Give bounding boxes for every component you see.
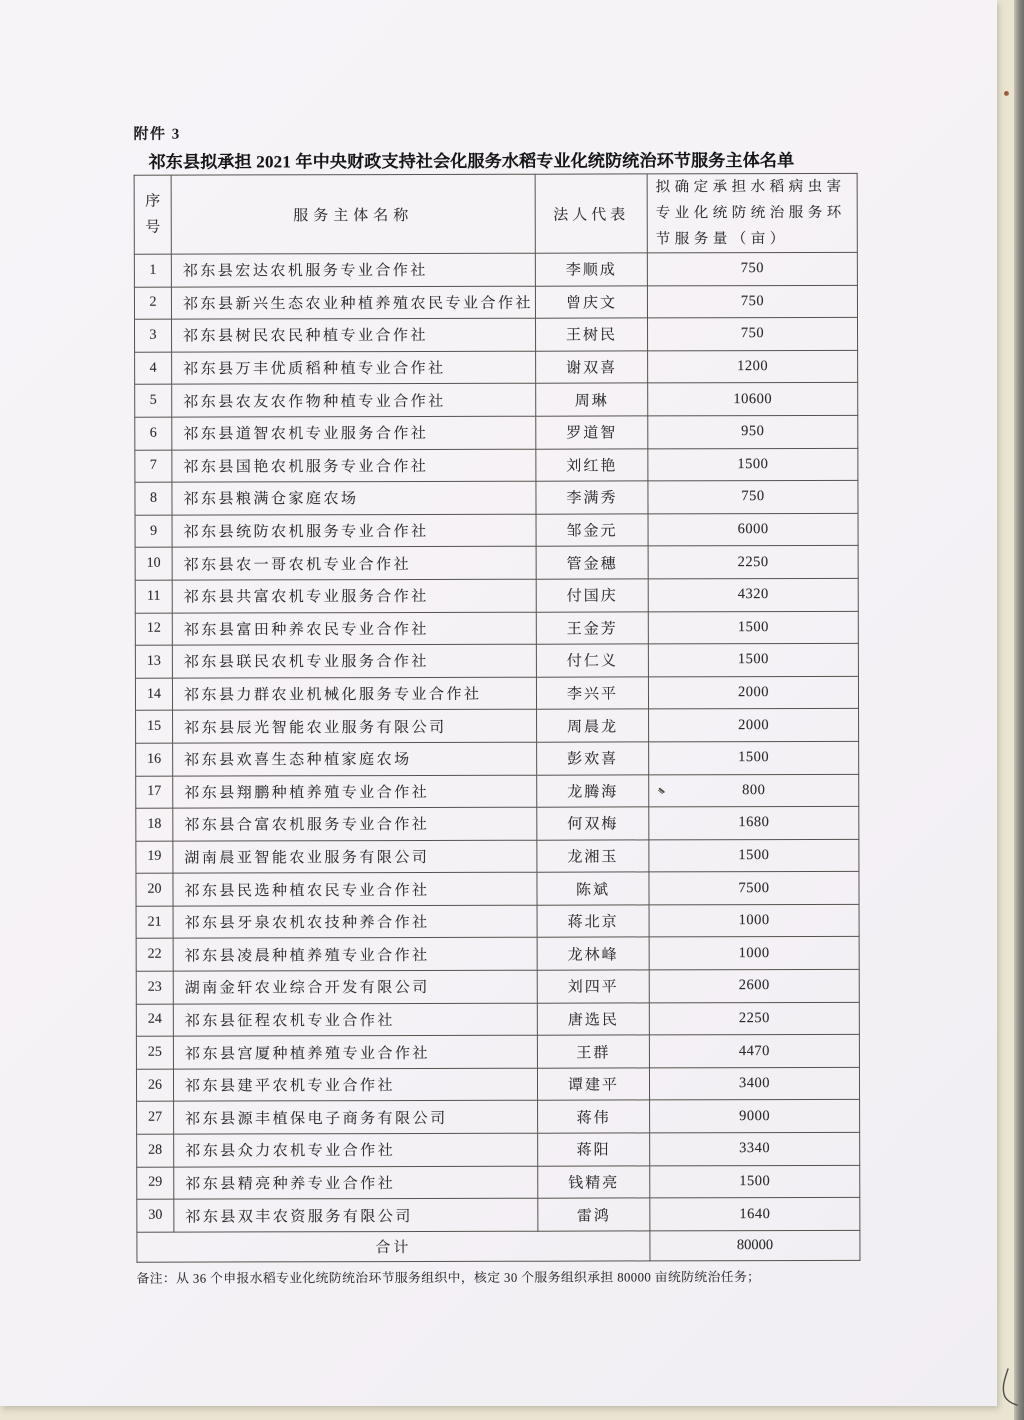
legal-representative: 雷鸿 bbox=[538, 1198, 650, 1231]
table-row bbox=[135, 513, 858, 547]
entity-name: 祁东县欢喜生态种植家庭农场 bbox=[173, 742, 537, 776]
legal-representative: 曾庆文 bbox=[535, 285, 647, 318]
legal-representative: 钱精亮 bbox=[538, 1166, 650, 1199]
entity-name: 祁东县力群农业机械化服务专业合作社 bbox=[172, 677, 536, 711]
row-index: 1 bbox=[134, 254, 171, 287]
legal-representative: 龙腾海 bbox=[537, 774, 649, 807]
service-amount: 800 bbox=[649, 774, 859, 807]
header-legal-rep: 法人代表 bbox=[535, 174, 647, 253]
header-row bbox=[134, 173, 857, 254]
entity-name: 祁东县精亮种养专业合作社 bbox=[174, 1166, 538, 1200]
legal-representative: 何双梅 bbox=[537, 807, 649, 840]
table-row bbox=[135, 318, 858, 352]
service-amount: 2600 bbox=[649, 969, 859, 1002]
entity-name: 祁东县民选种植农民专业合作社 bbox=[173, 872, 537, 906]
table-row bbox=[136, 741, 859, 775]
service-amount: 1000 bbox=[649, 904, 859, 937]
table-row bbox=[136, 709, 859, 743]
row-index: 9 bbox=[135, 515, 172, 548]
row-index: 27 bbox=[137, 1102, 174, 1135]
service-entities-table bbox=[134, 173, 861, 1263]
entity-name: 祁东县双丰农资服务有限公司 bbox=[174, 1198, 538, 1232]
table-row bbox=[135, 611, 858, 645]
entity-name: 祁东县农一哥农机专业合作社 bbox=[172, 547, 536, 581]
service-amount: 750 bbox=[648, 481, 858, 514]
legal-representative: 蒋伟 bbox=[538, 1100, 650, 1133]
entity-name: 祁东县万丰优质稻种植专业合作社 bbox=[172, 351, 536, 385]
entity-name: 祁东县联民农机专业服务合作社 bbox=[172, 644, 536, 678]
row-index: 2 bbox=[134, 287, 171, 320]
document-title: 祁东县拟承担 2021 年中央财政支持社会化服务水稻专业化统防统治环节服务主体名单 bbox=[148, 151, 795, 172]
entity-name: 祁东县宏达农机服务专业合作社 bbox=[171, 253, 535, 287]
entity-name: 祁东县国艳农机服务专业合作社 bbox=[172, 449, 536, 483]
table-row bbox=[134, 252, 857, 286]
row-index: 29 bbox=[137, 1167, 174, 1200]
entity-name: 祁东县翔鹏种植养殖专业合作社 bbox=[173, 775, 537, 809]
table-row bbox=[134, 285, 857, 319]
scan-red-dot-artifact bbox=[1004, 91, 1009, 96]
service-amount: 1640 bbox=[650, 1198, 860, 1231]
service-amount: 1500 bbox=[648, 448, 858, 481]
service-amount: 7500 bbox=[649, 872, 859, 905]
legal-representative: 李满秀 bbox=[536, 481, 648, 514]
total-label: 合计 bbox=[137, 1231, 650, 1262]
entity-name: 祁东县树民农民种植专业合作社 bbox=[172, 318, 536, 352]
table-row bbox=[136, 1035, 859, 1069]
service-amount: 1000 bbox=[649, 937, 859, 970]
table-row bbox=[135, 383, 858, 417]
header-entity-name: 服务主体名称 bbox=[171, 174, 535, 254]
scan-hair-artifact bbox=[998, 1368, 1020, 1406]
row-index: 17 bbox=[136, 776, 173, 809]
legal-representative: 付国庆 bbox=[536, 579, 648, 612]
legal-representative: 谢双喜 bbox=[536, 351, 648, 384]
row-index: 18 bbox=[136, 808, 173, 841]
legal-representative: 蒋阳 bbox=[538, 1133, 650, 1166]
scanner-edge-shadow bbox=[1014, 0, 1024, 1420]
row-index: 11 bbox=[135, 580, 172, 613]
row-index: 16 bbox=[136, 743, 173, 776]
entity-name: 祁东县新兴生态农业种植养殖农民专业合作社 bbox=[171, 286, 535, 320]
entity-name: 祁东县众力农机专业合作社 bbox=[174, 1133, 538, 1167]
table-row bbox=[136, 806, 859, 840]
table-row bbox=[136, 937, 859, 971]
entity-name: 祁东县共富农机专业服务合作社 bbox=[172, 579, 536, 613]
legal-representative: 李兴平 bbox=[536, 677, 648, 710]
service-amount: 1200 bbox=[648, 350, 858, 383]
entity-name: 湖南晨亚智能农业服务有限公司 bbox=[173, 840, 537, 874]
legal-representative: 蒋北京 bbox=[537, 905, 649, 938]
legal-representative: 管金穗 bbox=[536, 546, 648, 579]
entity-name: 祁东县道智农机专业服务合作社 bbox=[172, 416, 536, 450]
entity-name: 祁东县农友农作物种植专业合作社 bbox=[172, 384, 536, 418]
attachment-label: 附件 3 bbox=[133, 126, 181, 143]
entity-name: 祁东县宫厦种植养殖专业合作社 bbox=[173, 1035, 537, 1069]
legal-representative: 周琳 bbox=[536, 383, 648, 416]
table-row bbox=[136, 1002, 859, 1036]
row-index: 24 bbox=[136, 1004, 173, 1037]
entity-name: 祁东县粮满仓家庭农场 bbox=[172, 481, 536, 515]
entity-name: 祁东县合富农机服务专业合作社 bbox=[173, 807, 537, 841]
service-amount: 2000 bbox=[649, 709, 859, 742]
table-row bbox=[136, 904, 859, 938]
service-amount: 2250 bbox=[648, 546, 858, 579]
service-amount: 4320 bbox=[648, 578, 858, 611]
legal-representative: 罗道智 bbox=[536, 416, 648, 449]
table-row bbox=[135, 578, 858, 612]
table-row bbox=[135, 350, 858, 384]
row-index: 15 bbox=[136, 710, 173, 743]
service-amount: 1500 bbox=[648, 611, 858, 644]
legal-representative: 陈斌 bbox=[537, 872, 649, 905]
row-index: 23 bbox=[136, 971, 173, 1004]
service-amount: 4470 bbox=[649, 1035, 859, 1068]
header-index: 序 号 bbox=[134, 175, 171, 254]
row-index: 8 bbox=[135, 482, 172, 515]
row-index: 25 bbox=[136, 1036, 173, 1069]
table-row bbox=[136, 839, 859, 873]
total-row bbox=[137, 1230, 860, 1262]
service-amount: 1500 bbox=[649, 839, 859, 872]
legal-representative: 李顺成 bbox=[535, 253, 647, 286]
row-index: 26 bbox=[136, 1069, 173, 1102]
legal-representative: 邹金元 bbox=[536, 514, 648, 547]
row-index: 28 bbox=[137, 1134, 174, 1167]
table-row bbox=[135, 448, 858, 482]
row-index: 20 bbox=[136, 873, 173, 906]
footnote: 备注：从 36 个申报水稻专业化统防统治环节服务组织中，核定 30 个服务组织承担 80000 亩统防统治任务； bbox=[136, 1270, 761, 1286]
service-amount: 1500 bbox=[649, 741, 859, 774]
table-row bbox=[136, 774, 859, 808]
legal-representative: 王金芳 bbox=[536, 611, 648, 644]
table-row bbox=[137, 1100, 860, 1134]
row-index: 3 bbox=[135, 319, 172, 352]
total-value: 80000 bbox=[650, 1230, 860, 1261]
row-index: 10 bbox=[135, 547, 172, 580]
row-index: 30 bbox=[137, 1199, 174, 1232]
entity-name: 祁东县辰光智能农业服务有限公司 bbox=[173, 710, 537, 744]
entity-name: 湖南金轩农业综合开发有限公司 bbox=[173, 970, 537, 1004]
legal-representative: 龙湘玉 bbox=[537, 840, 649, 873]
legal-representative: 彭欢喜 bbox=[537, 742, 649, 775]
legal-representative: 王群 bbox=[537, 1035, 649, 1068]
row-index: 7 bbox=[135, 450, 172, 483]
header-service-amount: 拟确定承担水稻病虫害专业化统防统治服务环节服务量（亩） bbox=[647, 173, 857, 253]
service-amount: 950 bbox=[648, 415, 858, 448]
service-amount: 1500 bbox=[650, 1165, 860, 1198]
service-amount: 750 bbox=[648, 318, 858, 351]
legal-representative: 唐选民 bbox=[537, 1003, 649, 1036]
entity-name: 祁东县源丰植保电子商务有限公司 bbox=[174, 1101, 538, 1135]
table-row bbox=[137, 1165, 860, 1199]
row-index: 6 bbox=[135, 417, 172, 450]
service-amount: 9000 bbox=[650, 1100, 860, 1133]
legal-representative: 付仁义 bbox=[536, 644, 648, 677]
entity-name: 祁东县建平农机专业合作社 bbox=[173, 1068, 537, 1102]
legal-representative: 刘红艳 bbox=[536, 448, 648, 481]
table-body bbox=[134, 252, 860, 1232]
entity-name: 祁东县征程农机专业合作社 bbox=[173, 1003, 537, 1037]
table-row bbox=[135, 481, 858, 515]
table-row bbox=[135, 676, 858, 710]
table-row bbox=[136, 872, 859, 906]
row-index: 13 bbox=[135, 645, 172, 678]
service-amount: 750 bbox=[647, 252, 857, 285]
entity-name: 祁东县牙泉农机农技种养合作社 bbox=[173, 905, 537, 939]
row-index: 4 bbox=[135, 352, 172, 385]
service-amount: 3400 bbox=[649, 1067, 859, 1100]
legal-representative: 谭建平 bbox=[537, 1068, 649, 1101]
legal-representative: 王树民 bbox=[536, 318, 648, 351]
service-amount: 1500 bbox=[648, 643, 858, 676]
row-index: 14 bbox=[135, 678, 172, 711]
row-index: 22 bbox=[136, 939, 173, 972]
legal-representative: 龙林峰 bbox=[537, 937, 649, 970]
table-row bbox=[135, 415, 858, 449]
legal-representative: 刘四平 bbox=[537, 970, 649, 1003]
service-amount: 6000 bbox=[648, 513, 858, 546]
service-amount: 2000 bbox=[648, 676, 858, 709]
row-index: 5 bbox=[135, 385, 172, 418]
table-row bbox=[136, 969, 859, 1003]
service-amount: 1680 bbox=[649, 806, 859, 839]
entity-name: 祁东县富田种养农民专业合作社 bbox=[172, 612, 536, 646]
row-index: 19 bbox=[136, 841, 173, 874]
table-row bbox=[137, 1132, 860, 1166]
service-amount: 2250 bbox=[649, 1002, 859, 1035]
service-amount: 3340 bbox=[650, 1132, 860, 1165]
table-row bbox=[135, 546, 858, 580]
service-amount: 10600 bbox=[648, 383, 858, 416]
legal-representative: 周晨龙 bbox=[537, 709, 649, 742]
entity-name: 祁东县凌晨种植养殖专业合作社 bbox=[173, 938, 537, 972]
table-row bbox=[135, 643, 858, 677]
entity-name: 祁东县统防农机服务专业合作社 bbox=[172, 514, 536, 548]
table-row bbox=[136, 1067, 859, 1101]
row-index: 12 bbox=[135, 613, 172, 646]
table-row bbox=[137, 1198, 860, 1232]
service-amount: 750 bbox=[647, 285, 857, 318]
row-index: 21 bbox=[136, 906, 173, 939]
